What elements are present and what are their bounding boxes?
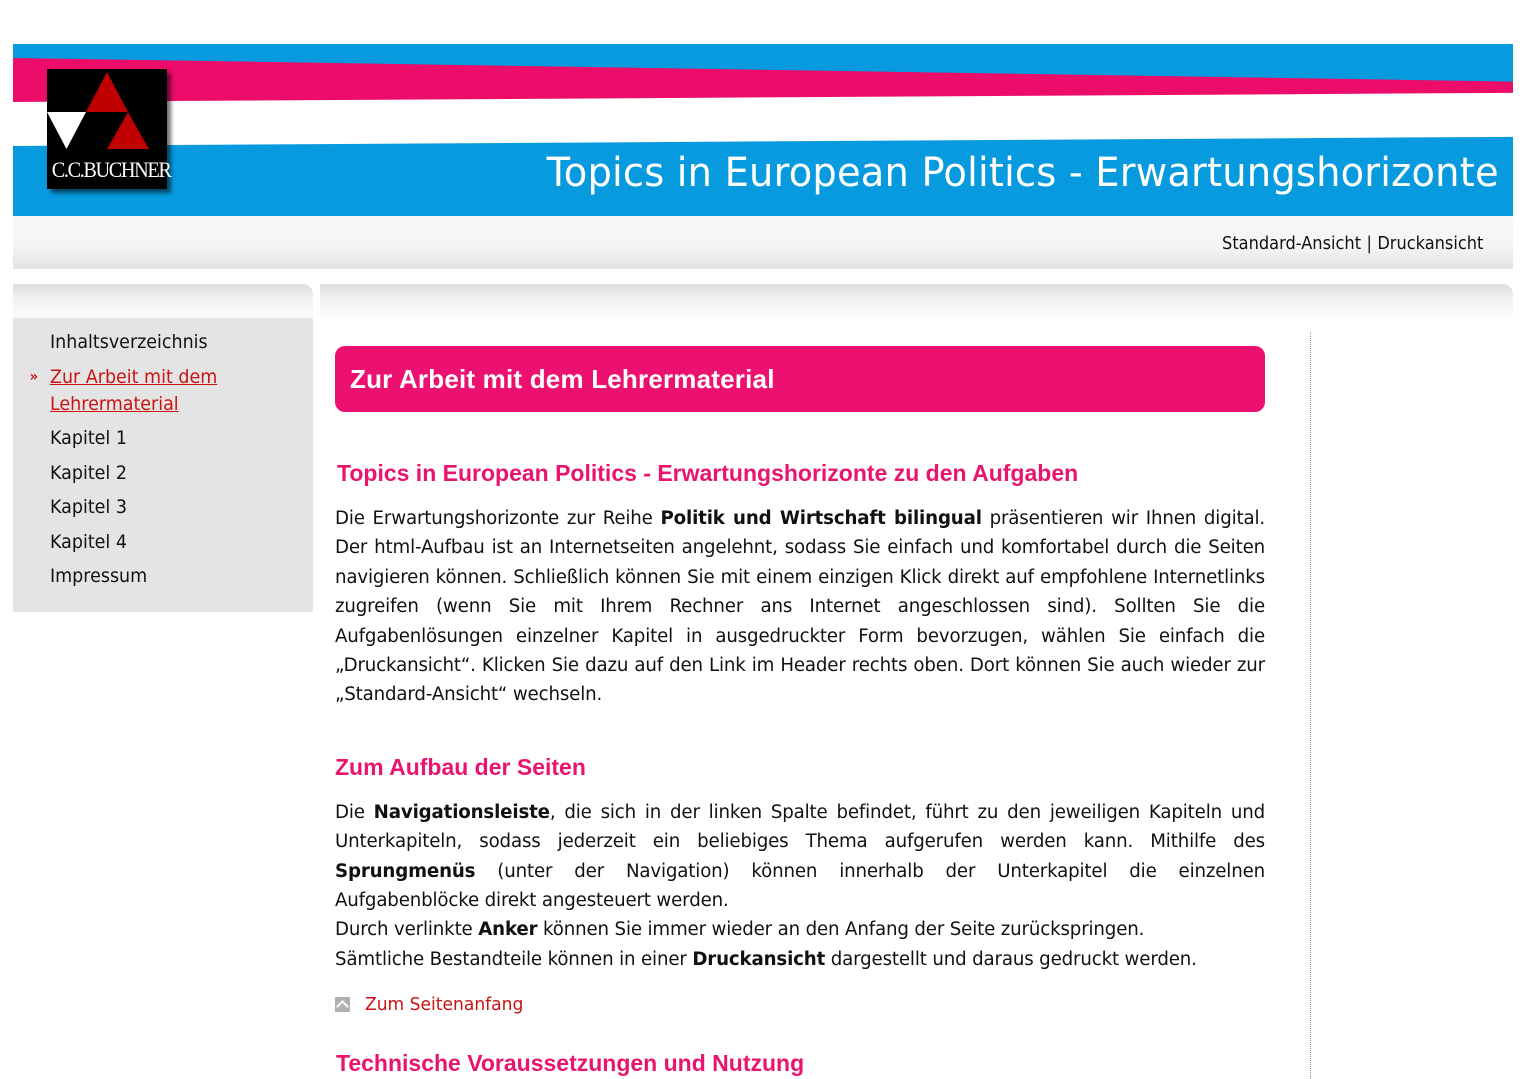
sidebar-item-kapitel-3[interactable]: [50, 494, 271, 521]
text: Durch verlinkte: [335, 919, 479, 941]
text: , die sich in der linken Spalte befindet, führt zu den jeweiligen Kapiteln und Unterkapiteln, sodass jederzeit ein beliebiges Thema aufgerufen werden kann. Mithilfe des: [335, 801, 1265, 853]
sidebar-navigation: [13, 318, 313, 612]
sidebar-link[interactable]: Kapitel 2: [50, 461, 127, 484]
sidebar-item-kapitel-4[interactable]: [50, 529, 271, 556]
text: Die: [335, 801, 374, 823]
sidebar-link[interactable]: Kapitel 1: [50, 427, 127, 449]
view-switch-bar: [13, 216, 1513, 269]
text: Die Erwartungshorizonte zur Reihe: [335, 508, 661, 529]
view-separator: |: [1366, 233, 1372, 254]
back-to-top-link[interactable]: Zum Seitenanfang: [365, 994, 524, 1016]
logo-text: C.C.BUCHNER: [51, 157, 171, 182]
sidebar-item-kapitel-1[interactable]: [50, 425, 271, 452]
publisher-logo[interactable]: [47, 69, 171, 189]
sidebar-link[interactable]: Impressum: [50, 565, 148, 587]
bold-text: Anker: [478, 919, 538, 941]
nav-list: [29, 329, 290, 598]
arrow-up-icon[interactable]: [335, 997, 350, 1012]
sidebar-item-kapitel-2[interactable]: [50, 460, 271, 487]
bold-text: Druckansicht: [692, 948, 826, 970]
bold-text: Politik und Wirtschaft bilingual: [660, 508, 982, 529]
sidebar-link[interactable]: Kapitel 4: [50, 530, 127, 553]
text: präsentieren wir Ihnen digital. Der html-Aufbau ist an Internetseiten angelehnt, sodass Sie einfach und komfortabel durch die Seiten navigieren können. Schließlich können Sie mit einem einzigen Klick direkt auf empfohlene Internetlinks zugreifen (wenn Sie mit Ihrem Rechner ans Internet angeschlossen sind). Sollten Sie die Aufgabenlösungen einzelner Kapitel in ausgedruckter Form bevorzugen, wählen Sie einfach die „Druckansicht“. Klicken Sie dazu auf den Link im Header rechts oben. Dort können Sie auch wieder zur „Standard-Ansicht“ wechseln.: [335, 508, 1266, 706]
back-to-top[interactable]: [335, 994, 1265, 1015]
site-header: [13, 44, 1513, 216]
content-cap: [320, 284, 1513, 318]
section-heading-technik: Technische Voraussetzungen und Nutzung: [336, 1050, 805, 1076]
print-view-link[interactable]: Druckansicht: [1376, 233, 1483, 254]
intro-paragraph: [335, 504, 1265, 710]
standard-view-link[interactable]: Standard-Ansicht: [1221, 233, 1361, 254]
sidebar-item-inhaltsverzeichnis[interactable]: [50, 329, 271, 356]
sidebar-item-impressum[interactable]: [50, 563, 271, 590]
view-links: [1222, 233, 1483, 254]
sidebar-cap: [13, 284, 313, 318]
bold-text: Navigationsleiste: [373, 801, 550, 823]
sidebar-item-lehrermaterial[interactable]: [29, 364, 271, 418]
site-title: Topics in European Politics - Erwartungshorizonte: [546, 150, 1499, 196]
sidebar-link[interactable]: Kapitel 3: [50, 496, 127, 518]
page-title-banner: Zur Arbeit mit dem Lehrermaterial: [335, 346, 1265, 412]
section-heading-aufbau: Zum Aufbau der Seiten: [335, 753, 586, 780]
main-content: [335, 346, 1265, 1015]
text: dargestellt und daraus gedruckt werden.: [825, 948, 1197, 970]
bold-text: Sprungmenüs: [335, 860, 476, 882]
section-heading-topics: Topics in European Politics - Erwartungshorizonte zu den Aufgaben: [337, 460, 1079, 486]
sidebar-link-active[interactable]: Zur Arbeit mit dem Lehrermaterial: [50, 365, 218, 415]
sidebar-link[interactable]: Inhaltsverzeichnis: [50, 331, 208, 353]
text: Sämtliche Bestandteile können in einer: [335, 948, 693, 970]
text: (unter der Navigation) können innerhalb der Unterkapitel die einzelnen Aufgabenblöcke direkt angesteuert werden.: [335, 860, 1265, 912]
right-column-divider: [1310, 332, 1311, 1079]
text: können Sie immer wieder an den Anfang der Seite zurückspringen.: [537, 919, 1145, 941]
double-chevron-right-icon: »: [29, 368, 39, 385]
header-white-stripe: [13, 93, 1513, 146]
aufbau-paragraph: [335, 798, 1265, 974]
